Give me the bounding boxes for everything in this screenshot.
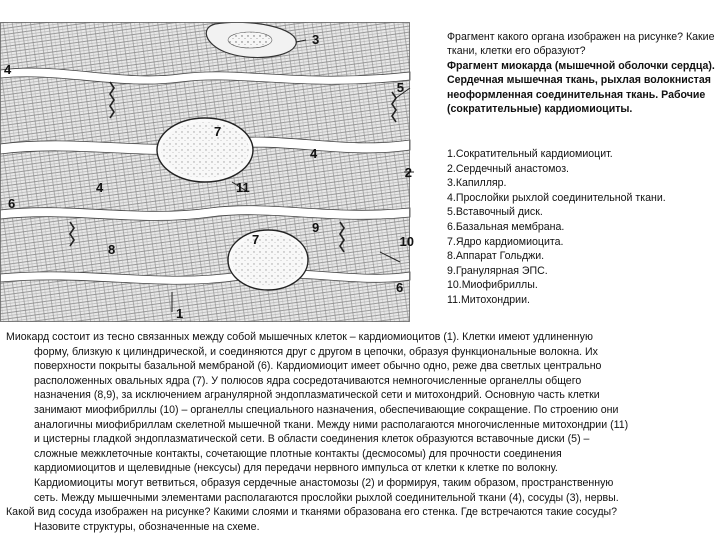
description-line: занимают миофибриллы (10) – органеллы специального назначения, обеспечивающие сокращение. По строению они <box>34 403 619 416</box>
label-7b: 7 <box>252 232 260 247</box>
description-line: сеть. Между мышечными элементами располагаются прослойки рыхлой соединительной ткани (4), сосуды (3), нервы. <box>34 491 619 504</box>
description-line: аналогичны миофибриллам скелетной мышечной ткани. Между ними располагаются многочисленные митохондрии (11) <box>34 418 629 431</box>
description-line: сложные межклеточные контакты, сочетающие плотные контакты (десмосомы) для прочности соединения <box>34 447 562 460</box>
legend-list <box>447 147 715 308</box>
followup-question: Какой вид сосуда изображен на рисунке? Какими слоями и тканями образована его стенка. Где встречаются такие сосуды? <box>6 506 618 519</box>
label-10: 10 <box>399 234 414 249</box>
description <box>6 330 714 534</box>
legend-item: 6.Базальная мембрана. <box>447 220 565 233</box>
answer-text: Фрагмент миокарда (мышечной оболочки сердца). Сердечная мышечная ткань, рыхлая волокнистая неоформленная соединительная ткань. Рабочие (сократительные) кардиомиоциты. <box>447 59 715 116</box>
label-6a: 6 <box>8 196 16 211</box>
legend-item: 4.Прослойки рыхлой соединительной ткани. <box>447 191 666 204</box>
legend-item: 10.Миофибриллы. <box>447 279 538 292</box>
question-block <box>447 30 715 116</box>
label-6b: 6 <box>396 280 404 295</box>
description-line: кардиомиоцитов и щелевидные (нексусы) для передачи нервного импульса от клетки к клетке по волокну. <box>34 462 558 475</box>
legend-item: 2.Сердечный анастомоз. <box>447 162 570 175</box>
label-3: 3 <box>312 32 320 47</box>
legend-item: 7.Ядро кардиомиоцита. <box>447 235 564 248</box>
label-4b: 4 <box>310 146 318 161</box>
myocardium-figure <box>0 22 414 322</box>
description-line: Миокард состоит из тесно связанных между собой мышечных клеток – кардиомиоцитов (1). Клетки имеют удлиненную <box>6 331 593 343</box>
description-line: форму, близкую к цилиндрической, и соединяются друг с другом в цепочки, образуя функциональные волокна. Их <box>34 345 598 358</box>
legend-item: 1.Сократительный кардиомиоцит. <box>447 148 613 160</box>
description-line: Кардиомиоциты могут ветвиться, образуя сердечные анастомозы (2) и формируя, таким образом, пространственную <box>34 476 614 489</box>
label-1: 1 <box>176 306 184 321</box>
label-5: 5 <box>396 80 404 95</box>
question-prompt: Фрагмент какого органа изображен на рисунке? Какие ткани, клетки его образуют? <box>447 31 715 58</box>
legend-item: 8.Аппарат Гольджи. <box>447 250 545 263</box>
label-9: 9 <box>312 220 320 235</box>
label-4c: 4 <box>96 180 104 195</box>
label-4a: 4 <box>4 62 12 77</box>
label-7a: 7 <box>214 124 222 139</box>
description-line: расположенных овальных ядра (7). У полюсов ядра сосредотачиваются немногочисленные органеллы общего <box>34 374 582 387</box>
legend-item: 3.Капилляр. <box>447 177 507 190</box>
legend-item: 11.Митохондрии. <box>447 293 530 306</box>
description-line: и цистерны гладкой эндоплазматической сети. В области соединения клеток образуются вставочные диски (5) – <box>34 433 590 446</box>
followup-question-2: Назовите структуры, обозначенные на схеме. <box>34 520 260 533</box>
description-line: назначения (8,9), за исключением агранулярной эндоплазматической сети и митохондрий. Основную часть клетки <box>34 389 600 402</box>
label-11: 11 <box>236 180 250 195</box>
legend-item: 9.Гранулярная ЭПС. <box>447 264 548 277</box>
description-line: поверхности покрыты базальной мембраной (6). Кардиомиоцит имеет обычно одно, реже два светлых центрально <box>34 360 602 373</box>
label-2: 2 <box>404 165 412 180</box>
label-8: 8 <box>108 242 116 257</box>
legend-item: 5.Вставочный диск. <box>447 206 543 219</box>
